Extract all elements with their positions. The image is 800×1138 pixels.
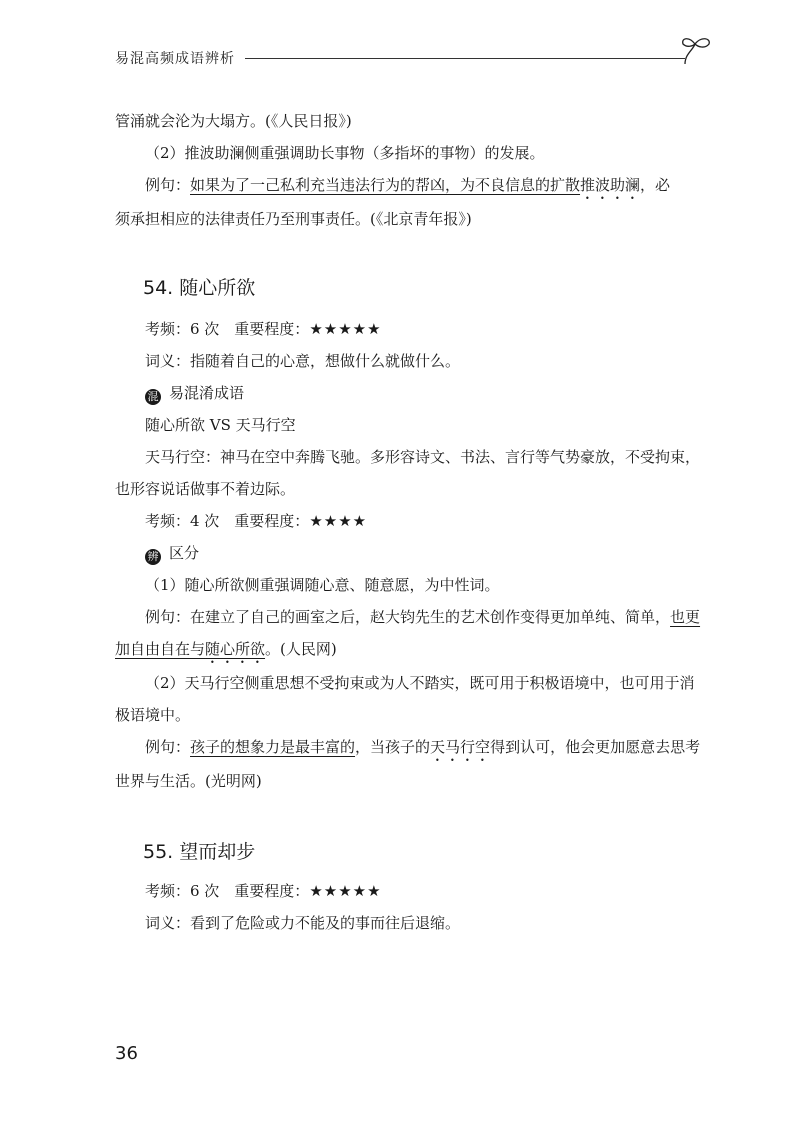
frequency-text: 考频：6 次 重要程度： [145, 320, 310, 338]
emphasized-idiom: 随心所欲 [205, 640, 266, 658]
frequency-line [115, 875, 707, 907]
text: 。(人民网) [265, 640, 337, 658]
section-title-55: 55. 望而却步 [143, 841, 256, 863]
emphasized-idiom: 天马行空 [430, 738, 491, 756]
confuse-badge-icon: 混 [145, 389, 161, 405]
frequency-line [115, 313, 707, 345]
example-label: 例句： [145, 738, 191, 756]
frequency-line [115, 505, 707, 537]
section-title-54: 54. 随心所欲 [143, 277, 256, 299]
header-rule [245, 58, 685, 59]
importance-stars: ★★★★★ [309, 320, 382, 338]
header-title: 易混高频成语辨析 [115, 51, 235, 67]
emphasized-idiom: 推波助澜 [580, 176, 641, 194]
importance-stars: ★★★★ [309, 512, 368, 530]
meaning: 词义：指随着自己的心意，想做什么就做什么。 [145, 352, 461, 370]
running-header [115, 42, 715, 72]
meaning: 词义：看到了危险或力不能及的事而往后退缩。 [145, 914, 461, 932]
page-body [115, 105, 707, 939]
page-number: 36 [115, 1043, 138, 1064]
paragraph: 须承担相应的法律责任乃至刑事责任。(《北京青年报》) [115, 210, 472, 228]
definition-tianmaxingkong: 天马行空：神马在空中奔腾飞驰。多形容诗文、书法、言行等气势豪放，不受拘束，也形容说话做事不着边际。 [115, 448, 701, 498]
distinguish-badge-icon: 辨 [145, 549, 161, 565]
underlined-text: 也更加自由自在与 [115, 608, 701, 658]
frequency-text: 考频：4 次 重要程度： [145, 512, 310, 530]
underlined-text: 如果为了一己私利充当违法行为的帮凶，为不良信息的扩散 [190, 176, 581, 194]
subheading-distinguish [115, 537, 707, 569]
example-sentence [115, 169, 707, 203]
subheading-label: 易混淆成语 [169, 384, 245, 402]
versus-line: 随心所欲 VS 天马行空 [145, 416, 296, 434]
paragraph: （2）天马行空侧重思想不受拘束或为人不踏实，既可用于积极语境中，也可用于消极语境中。 [115, 674, 695, 724]
example-sentence [115, 601, 707, 667]
text: 在建立了自己的画室之后，赵大钧先生的艺术创作变得更加单纯、简单， [190, 608, 671, 626]
importance-stars: ★★★★★ [309, 882, 382, 900]
frequency-text: 考频：6 次 重要程度： [145, 882, 310, 900]
example-label: 例句： [145, 176, 191, 194]
paragraph: 管涌就会沦为大塌方。(《人民日报》) [115, 112, 352, 130]
text: ，必 [640, 176, 671, 194]
paragraph: （1）随心所欲侧重强调随心意、随意愿，为中性词。 [145, 576, 500, 594]
example-label: 例句： [145, 608, 191, 626]
example-sentence [115, 731, 707, 797]
text: 得到认可，他会更加愿意去思考世界与生活。(光明网) [115, 738, 701, 790]
sprout-icon [675, 34, 715, 66]
paragraph: （2）推波助澜侧重强调助长事物（多指坏的事物）的发展。 [145, 144, 545, 162]
subheading-label: 区分 [169, 544, 200, 562]
subheading-confusable [115, 377, 707, 409]
text: ，当孩子的 [355, 738, 431, 756]
underlined-text: 孩子的想象力是最丰富的 [190, 738, 356, 756]
